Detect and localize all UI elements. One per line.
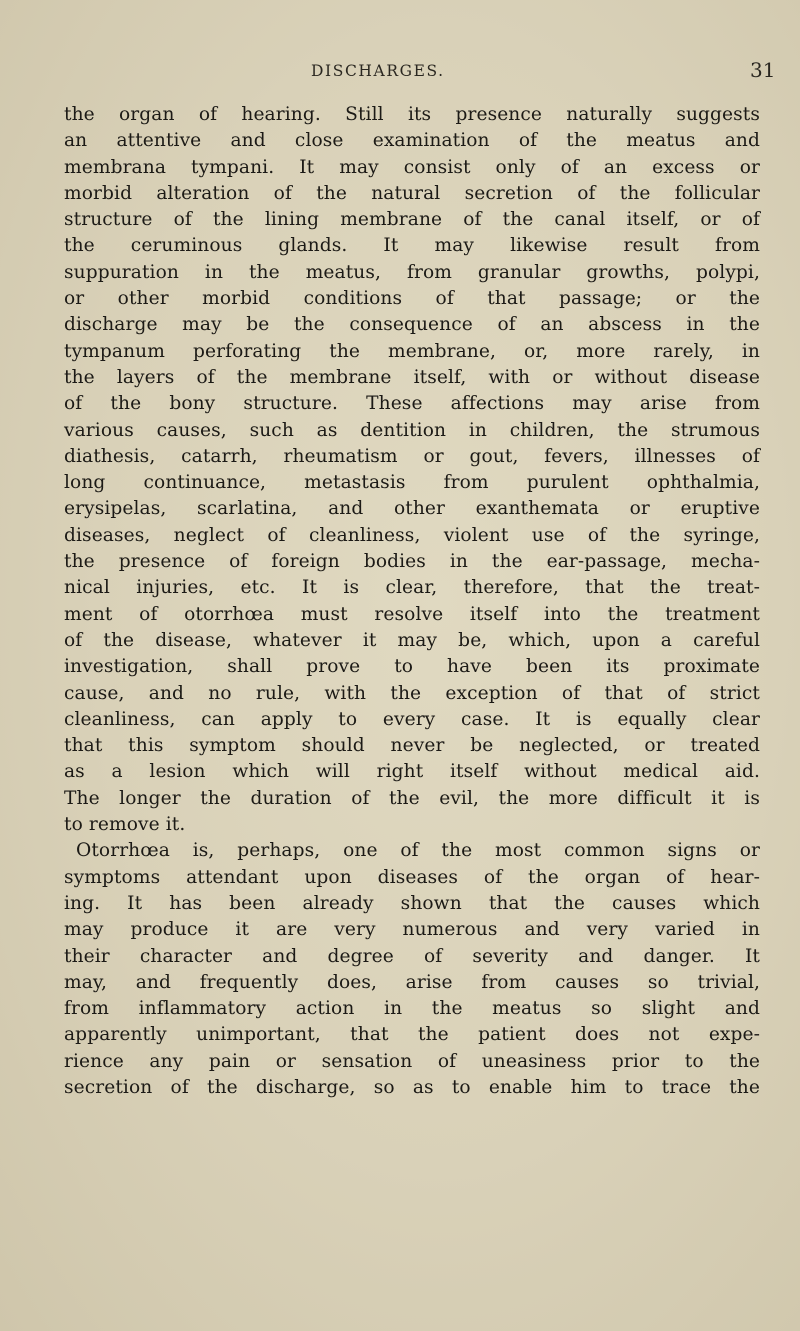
running-head	[0, 60, 800, 86]
text-line: ing. It has been already shown that the causes which	[64, 892, 760, 914]
text-line: tympanum perforating the membrane, or, more rarely, in	[64, 340, 760, 362]
text-line: may produce it are very numerous and very varied in	[64, 919, 760, 941]
text-line: diathesis, catarrh, rheumatism or gout, fevers, illnesses of	[64, 445, 760, 467]
text-line: erysipelas, scarlatina, and other exanthemata or eruptive	[64, 498, 760, 520]
text-line: morbid alteration of the natural secretion of the follicular	[64, 182, 760, 204]
text-line: that this symptom should never be neglected, or treated	[64, 735, 760, 757]
paragraph-end-line: to remove it.	[64, 814, 186, 836]
text-line: investigation, shall prove to have been its proximate	[64, 656, 760, 678]
text-line: discharge may be the consequence of an abscess in the	[64, 314, 760, 336]
text-line: of the disease, whatever it may be, which, upon a careful	[64, 629, 760, 651]
text-line: or other morbid conditions of that passage; or the	[64, 288, 760, 310]
text-line: membrana tympani. It may consist only of an excess or	[64, 156, 760, 178]
text-line: as a lesion which will right itself without medical aid.	[64, 761, 760, 783]
text-line: long continuance, metastasis from purulent ophthalmia,	[64, 472, 760, 494]
text-line: of the bony structure. These affections may arise from	[64, 393, 760, 415]
paragraph-start-line: Otorrhœa is, perhaps, one of the most common signs or	[76, 840, 760, 862]
text-line: an attentive and close examination of the meatus and	[64, 130, 760, 152]
text-line: cause, and no rule, with the exception of that of strict	[64, 682, 760, 704]
text-line: nical injuries, etc. It is clear, therefore, that the treat-	[64, 577, 760, 599]
text-line: secretion of the discharge, so as to enable him to trace the	[64, 1076, 760, 1098]
text-line: diseases, neglect of cleanliness, violent use of the syringe,	[64, 524, 760, 546]
page-number: 31	[750, 58, 776, 82]
text-line: the presence of foreign bodies in the ear-passage, mecha-	[64, 551, 760, 573]
text-line: various causes, such as dentition in children, the strumous	[64, 419, 760, 441]
text-line: may, and frequently does, arise from causes so trivial,	[64, 971, 760, 993]
text-line: symptoms attendant upon diseases of the organ of hear-	[64, 866, 760, 888]
text-line: ment of otorrhœa must resolve itself into the treatment	[64, 603, 760, 625]
text-line: their character and degree of severity and danger. It	[64, 945, 760, 967]
text-line: apparently unimportant, that the patient does not expe-	[64, 1024, 760, 1046]
text-line: cleanliness, can apply to every case. It is equally clear	[64, 708, 760, 730]
text-line: The longer the duration of the evil, the more difficult it is	[64, 787, 760, 809]
text-line: rience any pain or sensation of uneasiness prior to the	[64, 1050, 760, 1072]
text-line: structure of the lining membrane of the canal itself, or of	[64, 209, 760, 231]
text-line: the organ of hearing. Still its presence naturally suggests	[64, 104, 760, 125]
text-line: the ceruminous glands. It may likewise result from	[64, 235, 760, 257]
running-head-title: DISCHARGES.	[311, 62, 445, 80]
text-line: suppuration in the meatus, from granular growths, polypi,	[64, 261, 760, 283]
body-text	[64, 102, 760, 1101]
text-line: from inflammatory action in the meatus so slight and	[64, 998, 760, 1020]
text-line: the layers of the membrane itself, with or without disease	[64, 366, 760, 388]
